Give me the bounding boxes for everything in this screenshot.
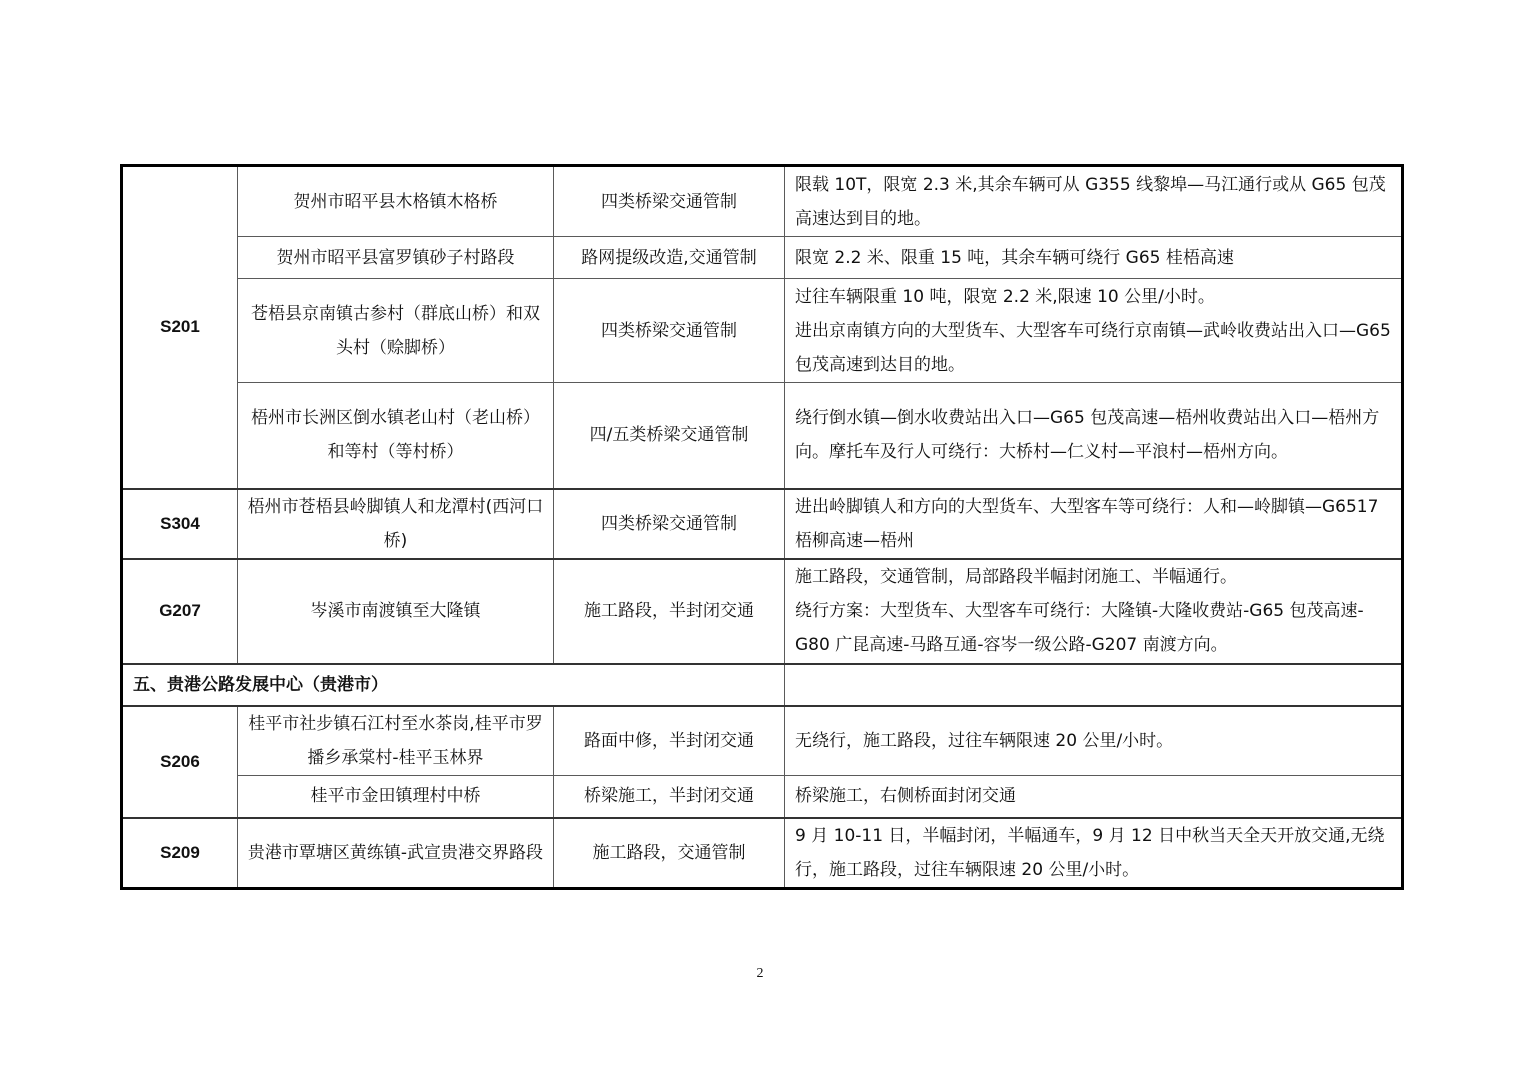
road-code-cell: G207 xyxy=(122,559,238,664)
table-row xyxy=(122,383,1403,489)
table-row xyxy=(122,489,1403,559)
control-type-cell: 四类桥梁交通管制 xyxy=(554,166,785,237)
location-cell xyxy=(238,489,554,559)
table-row xyxy=(122,818,1403,889)
detour-cell xyxy=(785,237,1403,279)
control-type-cell: 施工路段，交通管制 xyxy=(554,818,785,889)
location-cell xyxy=(238,559,554,664)
location-line: 桂平市社步镇石江村至水茶岗,桂平市罗播乡承棠村-桂平玉林界 xyxy=(248,713,543,768)
detour-paragraph: 限宽 2.2 米、限重 15 吨，其余车辆可绕行 G65 桂梧高速 xyxy=(795,247,1234,268)
detour-paragraph: 绕行倒水镇—倒水收费站出入口—G65 包茂高速—梧州收费站出入口—梧州方向。摩托车及行人可绕行：大桥村—仁义村—平浪村—梧州方向。 xyxy=(795,408,1380,463)
location-line: 贵港市覃塘区黄练镇-武宣贵港交界路段 xyxy=(247,842,544,863)
detour-cell xyxy=(785,706,1403,776)
table-row xyxy=(122,166,1403,237)
control-type-cell: 四类桥梁交通管制 xyxy=(554,279,785,383)
detour-paragraph: 无绕行，施工路段，过往车辆限速 20 公里/小时。 xyxy=(795,730,1174,751)
table-row xyxy=(122,706,1403,776)
table-row xyxy=(122,237,1403,279)
detour-paragraph: 桥梁施工，右侧桥面封闭交通 xyxy=(795,786,1016,807)
detour-cell xyxy=(785,383,1403,489)
control-type-cell: 四/五类桥梁交通管制 xyxy=(554,383,785,489)
detour-cell xyxy=(785,776,1403,818)
location-cell xyxy=(238,776,554,818)
location-cell xyxy=(238,279,554,383)
detour-paragraph: 限载 10T，限宽 2.3 米,其余车辆可从 G355 线黎埠—马江通行或从 G65 包茂高速达到目的地。 xyxy=(795,174,1386,229)
section-note-cell xyxy=(785,664,1403,706)
detour-cell xyxy=(785,279,1403,383)
section-header-row xyxy=(122,664,1403,706)
table-row xyxy=(122,559,1403,664)
detour-cell xyxy=(785,489,1403,559)
location-line: 桂平市金田镇理村中桥 xyxy=(310,786,481,807)
location-line: 和等村（等村桥） xyxy=(327,442,464,463)
location-line: 梧州市长洲区倒水镇老山村（老山桥） xyxy=(251,408,540,429)
detour-cell xyxy=(785,818,1403,889)
road-control-table xyxy=(120,164,1404,890)
detour-cell xyxy=(785,559,1403,664)
location-line: 梧州市苍梧县岭脚镇人和龙潭村(西河口桥) xyxy=(247,496,544,551)
location-cell xyxy=(238,383,554,489)
detour-paragraph: 过往车辆限重 10 吨，限宽 2.2 米,限速 10 公里/小时。 xyxy=(795,286,1215,307)
road-code-cell: S206 xyxy=(122,706,238,818)
control-type-cell: 四类桥梁交通管制 xyxy=(554,489,785,559)
road-code-cell: S304 xyxy=(122,489,238,559)
detour-paragraph: 进出京南镇方向的大型货车、大型客车可绕行京南镇—武岭收费站出入口—G65 包茂高速到达目的地。 xyxy=(795,320,1391,375)
location-cell xyxy=(238,818,554,889)
road-code-cell: S209 xyxy=(122,818,238,889)
section-title: 五、贵港公路发展中心（贵港市） xyxy=(122,664,785,706)
location-cell xyxy=(238,237,554,279)
road-code-cell: S201 xyxy=(122,166,238,489)
detour-paragraph: 进出岭脚镇人和方向的大型货车、大型客车等可绕行：人和—岭脚镇—G6517 梧柳高速—梧州 xyxy=(795,496,1379,551)
location-line: 岑溪市南渡镇至大隆镇 xyxy=(310,601,481,621)
location-cell xyxy=(238,706,554,776)
table-row xyxy=(122,279,1403,383)
location-line: 贺州市昭平县木格镇木格桥 xyxy=(293,191,498,212)
page-number: 2 xyxy=(756,966,764,981)
detour-paragraph: 施工路段，交通管制，局部路段半幅封闭施工、半幅通行。 xyxy=(795,567,1237,587)
location-line: 苍梧县京南镇古参村（群底山桥）和双头村（赊脚桥） xyxy=(251,303,540,358)
control-type-cell: 桥梁施工，半封闭交通 xyxy=(554,776,785,818)
detour-paragraph: 9 月 10-11 日，半幅封闭，半幅通车，9 月 12 日中秋当天全天开放交通,无绕行，施工路段，过往车辆限速 20 公里/小时。 xyxy=(795,825,1385,880)
control-type-cell: 路网提级改造,交通管制 xyxy=(554,237,785,279)
control-type-cell: 路面中修，半封闭交通 xyxy=(554,706,785,776)
control-type-cell: 施工路段，半封闭交通 xyxy=(554,559,785,664)
location-line: 贺州市昭平县富罗镇砂子村路段 xyxy=(276,247,515,268)
table-row xyxy=(122,776,1403,818)
detour-cell xyxy=(785,166,1403,237)
location-cell xyxy=(238,166,554,237)
detour-paragraph: 绕行方案：大型货车、大型客车可绕行：大隆镇-大隆收费站-G65 包茂高速-G80 广昆高速-马路互通-容岑一级公路-G207 南渡方向。 xyxy=(795,601,1364,655)
